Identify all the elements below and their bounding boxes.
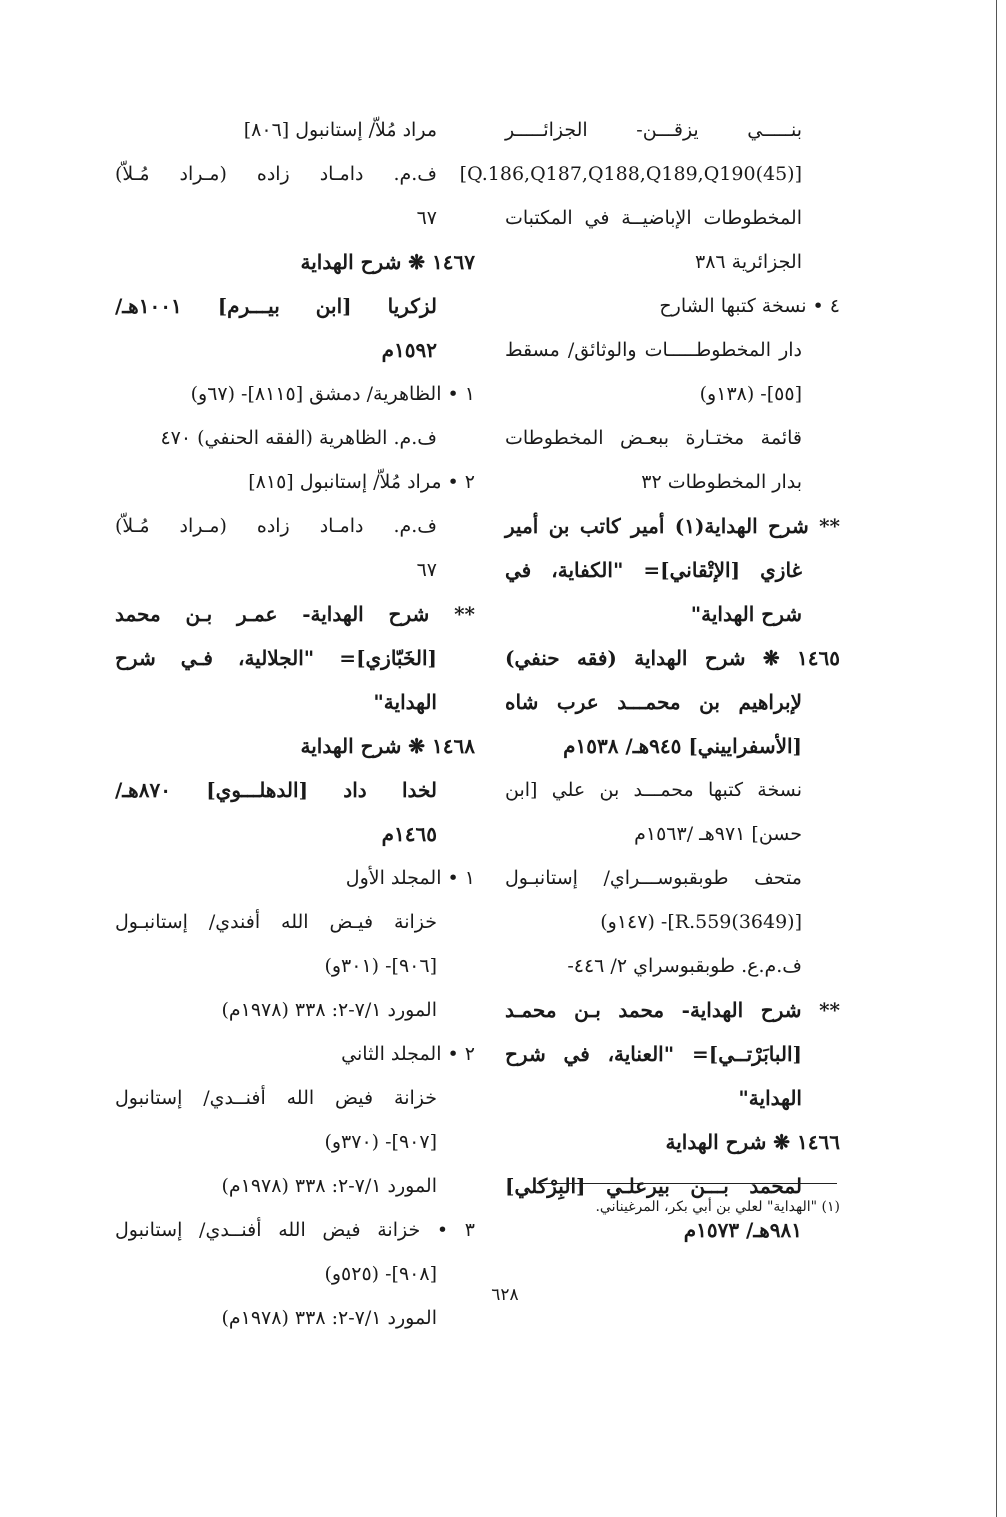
text-line: [البابَرْتــي]= "العناية، في شرح [505,1042,802,1066]
text-line: بدار المخطوطات ٣٢ [641,471,802,493]
text-line: المورد ٧/١-٢: ٣٣٨ (١٩٧٨م) [221,1175,437,1197]
text-line: قائمة مختـارة ببعـض المخطوطات [505,427,802,449]
text-line: [(45)Q.186,Q187,Q188,Q189,Q190] [459,163,802,185]
text-line: متحف طوبقبوســـراي/ إستانبـول [505,867,802,889]
text-line: ٢ • المجلد الثاني [341,1043,475,1065]
text-line: [الخَبّازي]= "الجلالية، فـي شرح [115,646,437,670]
text-line: ١ • المجلد الأول [345,867,475,889]
text-line: خزانة فيض الله أفنــدي/ إستانبول [115,1087,437,1109]
text-line: ٣ • خزانة فيض الله أفنــدي/ إستانبول [115,1219,475,1241]
text-line: [٥٥]- (١٣٨و) [699,383,802,405]
text-line: الجزائرية ٣٨٦ [694,251,802,273]
text-line: دار المخطوطـــــات والوثائق/ مسقط [505,339,802,361]
text-line: ف.م.ع. طوبقبوسراي ٢/ ٤٤٦- [567,955,802,977]
text-line: مراد مُلاّ/ إستانبول [٨٠٦] [243,119,437,141]
text-line: شرح الهداية" [690,602,802,626]
text-line: ٤ • نسخة كتبها الشارح [659,295,840,317]
text-line: [الأسفراييني] ٩٤٥هـ/ ١٥٣٨م [563,734,802,758]
text-line: بنـــــي يزقـــن- الجزائـــــر [505,119,802,141]
text-line: ٢ • مراد مُلاّ/ إستانبول [٨١٥] [248,471,475,493]
text-line: ف.م. دامـاد زاده (مـراد مُـلاّ) [115,163,437,185]
text-line: المورد ٧/١-٢: ٣٣٨ (١٩٧٨م) [221,999,437,1021]
text-line: ١٤٦٦ ❋ شرح الهداية [665,1130,840,1154]
text-line: [٩٠٦]- (٣٠١و) [324,955,437,977]
text-line: ف.م. دامـاد زاده (مـراد مُـلاّ) [115,515,437,537]
footnote: (١) "الهداية" لعلي بن أبي بكر، المرغيناني. [595,1199,840,1215]
text-line: ٦٧ [416,207,437,229]
text-line: ** شرح الهداية- محمد بـن محمـد [505,998,840,1022]
scan-edge-line [996,0,997,1517]
text-line: [٩٠٨]- (٥٢٥و) [324,1263,437,1285]
text-line: ١٤٦٧ ❋ شرح الهداية [300,250,475,274]
text-line: خزانة فيـض الله أفندي/ إستانبـول [115,911,437,933]
text-line: لزكريا [ابن بيـــرم] ١٠٠١هـ/ [115,294,437,318]
text-line: ١٤٦٥ ❋ شرح الهداية (فقه حنفي) [505,646,840,670]
text-line: [٩٠٧]- (٣٧٠و) [324,1131,437,1153]
text-line: ١٤٦٥م [381,822,437,846]
right-column [459,108,840,1252]
text-line: لإبراهيم بن محمـــد عرب شاه [505,690,802,714]
text-line: حسن] ٩٧١هـ /١٥٦٣م [634,823,802,845]
text-line: [(3649)R.559]- (١٤٧و) [600,911,802,933]
text-line: ** شرح الهداية- عمـر بـن محمد [115,602,475,626]
text-line: ٩٨١هـ/ ١٥٧٣م [683,1218,802,1242]
text-line: نسخة كتبها محمـــد بن علي [ابن [505,779,802,801]
text-line: المخطوطات الإباضيــة في المكتبات [505,207,802,229]
text-line: غازي [الإتْقاني]= "الكفاية، في [505,558,802,582]
text-line: المورد ٧/١-٢: ٣٣٨ (١٩٧٨م) [221,1307,437,1329]
text-line: ١٥٩٢م [381,338,437,362]
text-line: الهداية" [738,1086,802,1110]
text-line: الهداية" [373,690,437,714]
text-line: لخدا داد [الدهلـــوي] ٨٧٠هـ/ [115,778,437,802]
text-line: ** شرح الهداية(١) أمير كاتب بن أمير [505,514,840,538]
left-column [115,108,475,1340]
page-number: ٦٢٨ [491,1285,519,1305]
text-line: ١ • الظاهرية/ دمشق [٨١١٥]- (٦٧و) [190,383,475,405]
text-line: ١٤٦٨ ❋ شرح الهداية [300,734,475,758]
text-line: لمحمد بـــن بيرعلـي [البِرْكلي] [505,1174,802,1198]
text-line: ف.م. الظاهرية (الفقه الحنفي) ٤٧٠ [160,427,437,449]
text-line: ٦٧ [416,559,437,581]
footnote-separator [537,1183,837,1184]
